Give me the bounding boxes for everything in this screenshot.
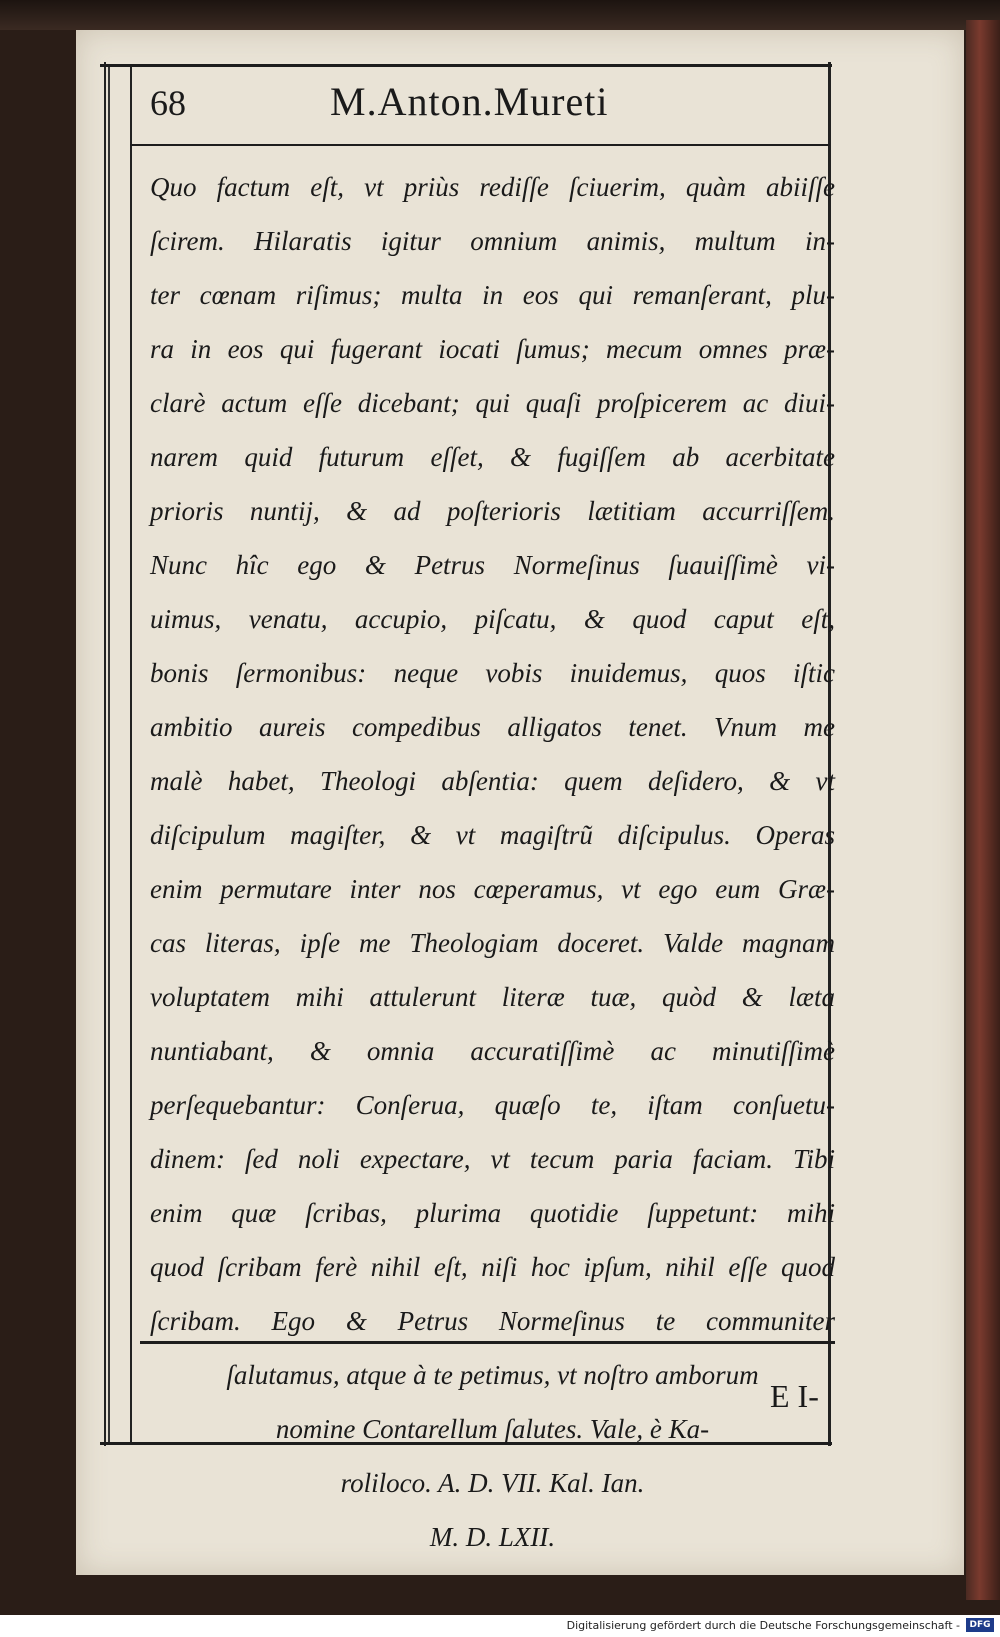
text-line: ra in eos qui fugerant iocati ſumus; mecum omnes præ- (150, 334, 835, 364)
digitization-notice: Digitalisierung gefördert durch die Deutsche Forschungsgemeinschaft - (566, 1619, 960, 1632)
page-header (150, 72, 830, 132)
closing-date-line: M. D. LXII. (429, 1522, 556, 1552)
book-spine-edge (966, 20, 1000, 1600)
page-number: 68 (150, 83, 186, 123)
catchword: E I- (770, 1378, 819, 1414)
body-text (150, 160, 835, 1564)
closing-line: nomine Contarellum ſalutes. Vale, è Ka- (275, 1414, 710, 1444)
frame-inner-left-rule (130, 64, 132, 1444)
closing-line: roliloco. A. D. VII. Kal. Ian. (340, 1468, 645, 1498)
text-line: clarè actum eſſe dicebant; qui quaſi proſpicerem ac diui- (150, 388, 835, 418)
text-line: ter cœnam riſimus; multa in eos qui remanſerant, plu- (150, 280, 835, 310)
text-line: Nunc hîc ego & Petrus Normeſinus ſuauiſſimè vi- (150, 550, 835, 580)
frame-outer-left-rule (108, 64, 110, 1444)
text-line: nuntiabant, & omnia accuratiſſimè ac minutiſſimè (150, 1036, 835, 1066)
text-line: uimus, venatu, accupio, piſcatu, & quod caput eſt, (150, 604, 835, 634)
text-line: Quo factum eſt, vt priùs rediſſe ſciuerim, quàm abiiſſe (150, 172, 835, 202)
text-line: quod ſcribam ferè nihil eſt, niſi hoc ipſum, nihil eſſe quod (150, 1252, 835, 1282)
text-line: prioris nuntij, & ad poſterioris lætitiam accurriſſem. (150, 496, 835, 526)
text-line: ſalutamus, atque à te petimus, vt noſtro amborum (226, 1360, 759, 1390)
header-rule (130, 144, 830, 146)
text-line: ſcirem. Hilaratis igitur omnium animis, multum in- (150, 226, 835, 256)
text-line: enim quæ ſcribas, plurima quotidie ſuppetunt: mihi (150, 1198, 835, 1228)
frame-top-rule (100, 64, 832, 67)
text-line: ſcribam. Ego & Petrus Normeſinus te communiter (150, 1306, 835, 1336)
text-line: narem quid futurum eſſet, & fugiſſem ab acerbitate (150, 442, 835, 472)
scan-background-top (0, 0, 1000, 30)
text-line: dinem: ſed noli expectare, vt tecum paria faciam. Tibi (150, 1144, 835, 1174)
text-line: ambitio aureis compedibus alligatos tenet. Vnum me (150, 712, 835, 742)
text-line: voluptatem mihi attulerunt literæ tuæ, quòd & læta (150, 982, 835, 1012)
dfg-logo-icon: DFG (966, 1618, 994, 1632)
text-line: diſcipulum magiſter, & vt magiſtrũ diſcipulus. Operas (150, 820, 835, 850)
text-line: malè habet, Theologi abſentia: quem deſidero, & vt (150, 766, 835, 796)
text-line: enim permutare inter nos cœperamus, vt ego eum Græ- (150, 874, 835, 904)
running-head: M.Anton.Mureti (330, 79, 609, 124)
text-line: bonis ſermonibus: neque vobis inuidemus, quos iſtic (150, 658, 835, 688)
text-line: cas literas, ipſe me Theologiam doceret. Valde magnam (150, 928, 835, 958)
text-line: perſequebantur: Conſerua, quæſo te, iſtam conſuetu- (150, 1090, 835, 1120)
